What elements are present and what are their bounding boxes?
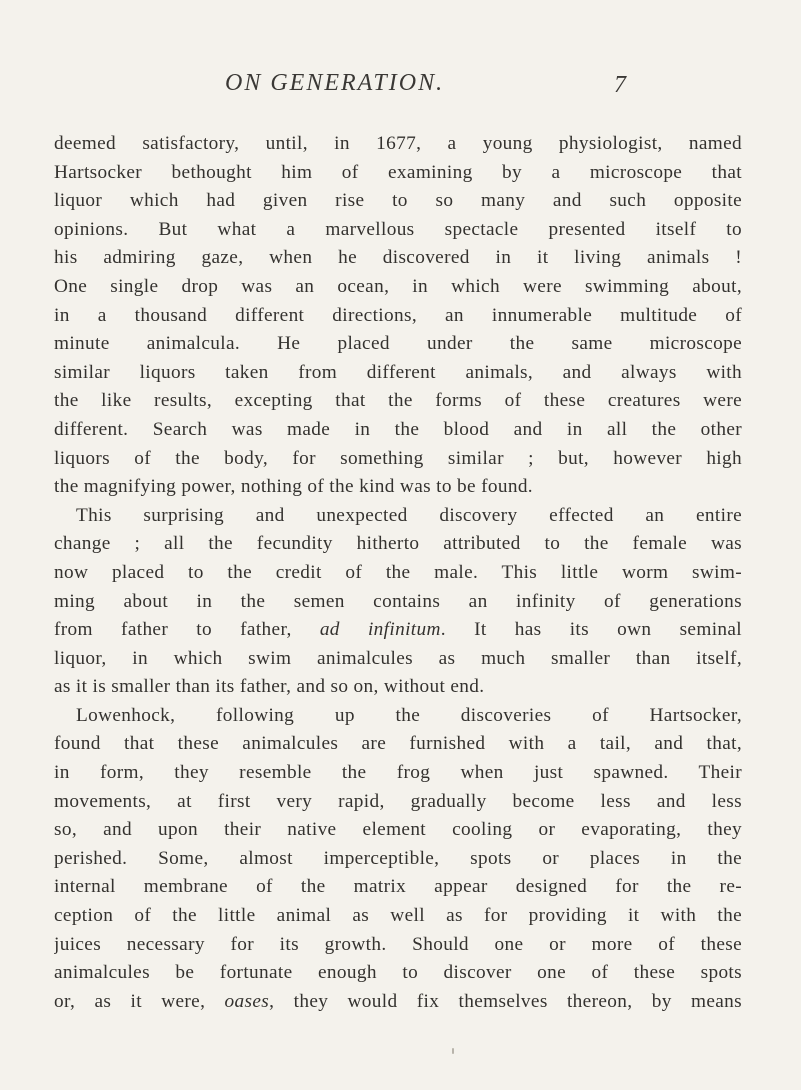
text-line: change ; all the fecundity hitherto attributed to the female was xyxy=(54,533,742,555)
text-line: found that these animalcules are furnished with a tail, and that, xyxy=(54,733,742,755)
italic-phrase: ad infinitum xyxy=(319,619,441,641)
text-line: liquors of the body, for something similar ; but, however high xyxy=(54,447,742,469)
text-line: opinions. But what a marvellous spectacle presented itself to xyxy=(54,218,742,240)
text-line: as it is smaller than its father, and so on, without end. xyxy=(54,676,485,698)
text-line: different. Search was made in the blood and in all the other xyxy=(54,418,742,440)
text-line: in form, they resemble the frog when just spawned. Their xyxy=(54,762,742,784)
text-run: from father to father, xyxy=(54,619,320,641)
running-head xyxy=(0,70,801,110)
text-line: One single drop was an ocean, in which were swimming about, xyxy=(54,275,742,297)
paper-speck xyxy=(452,1048,454,1054)
text-line: deemed satisfactory, until, in 1677, a young physiologist, named xyxy=(54,133,742,154)
text-line: animalcules be fortunate enough to discover one of these spots xyxy=(54,962,742,984)
text-line: Hartsocker bethought him of examining by a microscope that xyxy=(54,161,742,183)
text-line: internal membrane of the matrix appear designed for the re- xyxy=(54,876,742,898)
text-line: juices necessary for its growth. Should one or more of these xyxy=(54,933,742,955)
text-line-with-italic xyxy=(54,616,742,645)
text-line: similar liquors taken from different animals, and always with xyxy=(54,361,742,383)
running-title: ON GENERATION. xyxy=(225,70,445,96)
text-run: . It has its own seminal xyxy=(440,619,742,641)
text-line: ming about in the semen contains an infinity of generations xyxy=(54,590,742,612)
text-line: perished. Some, almost imperceptible, spots or places in the xyxy=(54,847,742,869)
text-run: or, as it were, xyxy=(54,990,225,1012)
text-line-with-italic xyxy=(54,988,742,1017)
text-line: liquor, in which swim animalcules as much smaller than itself, xyxy=(54,647,742,669)
text-line: minute animalcula. He placed under the same microscope xyxy=(54,333,742,355)
text-line: the magnifying power, nothing of the kind was to be found. xyxy=(54,476,533,498)
italic-phrase: oases xyxy=(224,990,270,1012)
text-line: Lowenhock, following up the discoveries of Hartsocker, xyxy=(76,704,742,726)
text-line: This surprising and unexpected discovery effected an entire xyxy=(76,504,742,526)
text-line: so, and upon their native element cooling or evaporating, they xyxy=(54,819,742,841)
text-line: now placed to the credit of the male. This little worm swim- xyxy=(54,561,742,583)
text-run: , they would fix themselves thereon, by means xyxy=(269,990,742,1012)
text-line: the like results, excepting that the forms of these creatures were xyxy=(54,390,742,412)
body-text xyxy=(54,130,742,1016)
text-line: in a thousand different directions, an innumerable multitude of xyxy=(54,304,742,326)
text-line: his admiring gaze, when he discovered in it living animals ! xyxy=(54,247,742,269)
page-number: 7 xyxy=(614,72,626,98)
text-line: movements, at first very rapid, gradually become less and less xyxy=(54,790,742,812)
text-line: ception of the little animal as well as for providing it with the xyxy=(54,905,742,927)
text-line: liquor which had given rise to so many and such opposite xyxy=(54,190,742,212)
